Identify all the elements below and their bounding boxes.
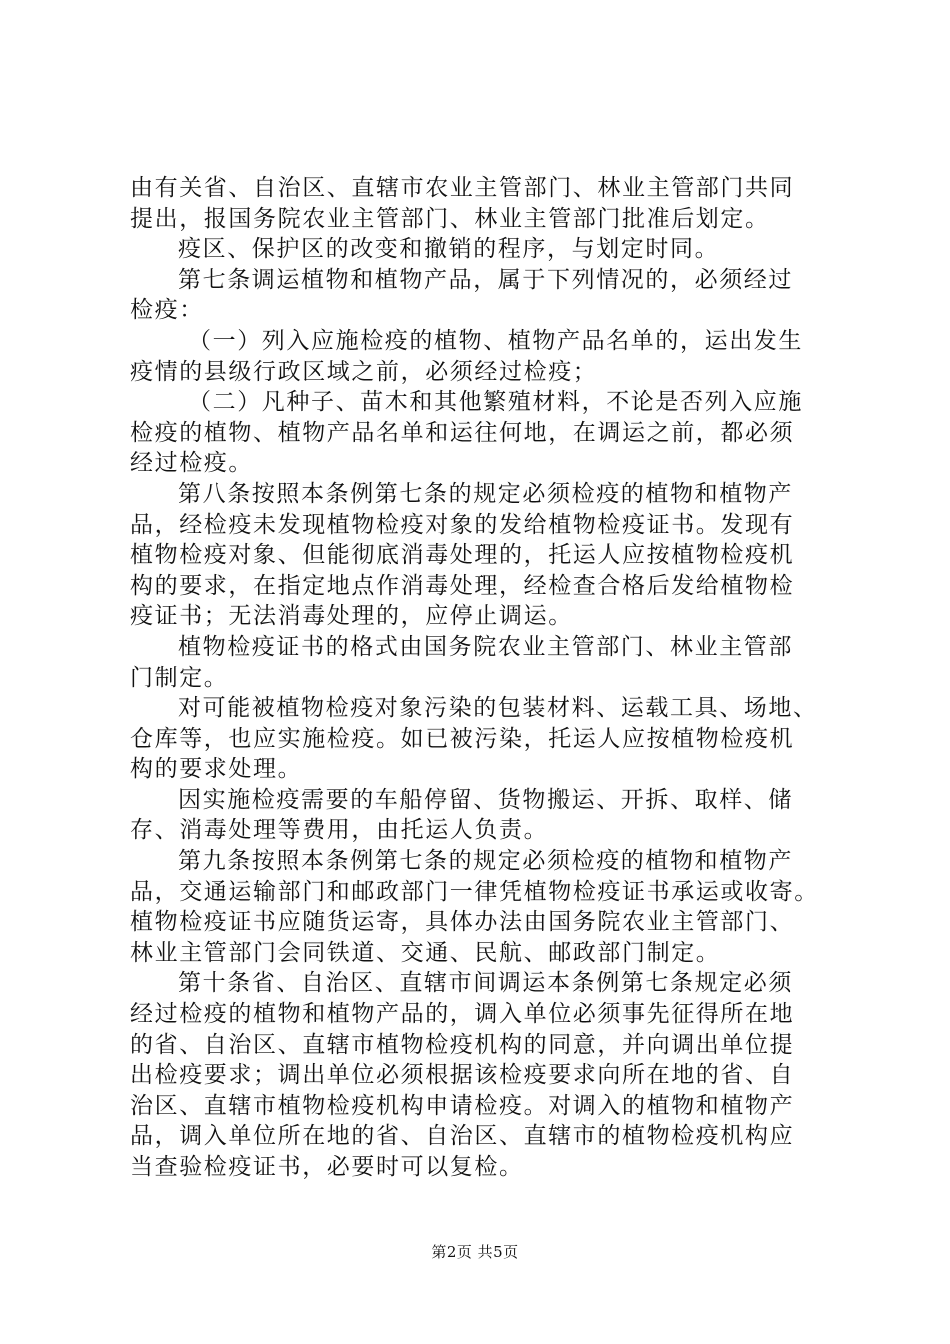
text-line: 植物检疫证书应随货运寄，具体办法由国务院农业主管部门、 xyxy=(130,909,795,936)
text-line: 出检疫要求；调出单位必须根据该检疫要求向所在地的省、自 xyxy=(130,1062,795,1089)
paragraph xyxy=(130,265,830,326)
paragraph xyxy=(130,632,830,693)
paragraph xyxy=(130,387,830,479)
paragraph xyxy=(130,479,830,632)
text-line: 品，经检疫未发现植物检疫对象的发给植物检疫证书。发现有 xyxy=(130,511,795,538)
paragraph xyxy=(130,234,830,265)
document-body xyxy=(130,173,830,1183)
text-line: 因实施检疫需要的车船停留、货物搬运、开拆、取样、储 xyxy=(178,786,793,813)
text-line: 提出，报国务院农业主管部门、林业主管部门批准后划定。 xyxy=(130,205,770,232)
text-line: 第九条按照本条例第七条的规定必须检疫的植物和植物产 xyxy=(178,848,793,875)
text-line: 构的要求处理。 xyxy=(130,756,303,783)
text-line: 第七条调运植物和植物产品，属于下列情况的，必须经过 xyxy=(178,266,793,293)
text-line: 门制定。 xyxy=(130,664,229,691)
text-line: 第八条按照本条例第七条的规定必须检疫的植物和植物产 xyxy=(178,480,793,507)
text-line: 的省、自治区、直辖市植物检疫机构的同意，并向调出单位提 xyxy=(130,1031,795,1058)
text-line: 经过检疫。 xyxy=(130,450,253,477)
text-line: 植物检疫对象、但能彻底消毒处理的，托运人应按植物检疫机 xyxy=(130,542,795,569)
text-line: 由有关省、自治区、直辖市农业主管部门、林业主管部门共同 xyxy=(130,175,795,201)
text-line: 构的要求，在指定地点作消毒处理，经检查合格后发给植物检 xyxy=(130,572,795,599)
paragraph xyxy=(130,846,830,968)
text-line: 治区、直辖市植物检疫机构申请检疫。对调入的植物和植物产 xyxy=(130,1092,795,1119)
text-line: 检疫的植物、植物产品名单和运往何地，在调运之前，都必须 xyxy=(130,419,795,446)
page-footer xyxy=(0,1241,950,1262)
text-line: 检疫： xyxy=(130,297,204,324)
text-line: 当查验检疫证书，必要时可以复检。 xyxy=(130,1154,524,1180)
text-line: 经过检疫的植物和植物产品的，调入单位必须事先征得所在地 xyxy=(130,1001,795,1028)
text-line: 仓库等，也应实施检疫。如已被污染，托运人应按植物检疫机 xyxy=(130,725,795,752)
text-line: 疫情的县级行政区域之前，必须经过检疫； xyxy=(130,358,598,385)
text-line: 存、消毒处理等费用，由托运人负责。 xyxy=(130,817,549,844)
text-line: 品，交通运输部门和邮政部门一律凭植物检疫证书承运或收寄。 xyxy=(130,878,819,905)
paragraph xyxy=(130,326,830,387)
page-number: 第2页 共5页 xyxy=(431,1243,519,1261)
text-line: 林业主管部门会同铁道、交通、民航、邮政部门制定。 xyxy=(130,939,721,966)
text-line: 植物检疫证书的格式由国务院农业主管部门、林业主管部 xyxy=(178,633,793,660)
text-line: （二）凡种子、苗木和其他繁殖材料，不论是否列入应施 xyxy=(188,389,803,416)
paragraph xyxy=(130,173,830,234)
text-line: 疫区、保护区的改变和撤销的程序，与划定时同。 xyxy=(178,236,720,263)
text-line: 第十条省、自治区、直辖市间调运本条例第七条规定必须 xyxy=(178,970,793,997)
paragraph xyxy=(130,968,830,1182)
text-line: （一）列入应施检疫的植物、植物产品名单的，运出发生 xyxy=(188,327,803,354)
text-line: 疫证书；无法消毒处理的，应停止调运。 xyxy=(130,603,573,630)
paragraph xyxy=(130,785,830,846)
text-line: 对可能被植物检疫对象污染的包装材料、运载工具、场地、 xyxy=(178,695,818,722)
text-line: 品，调入单位所在地的省、自治区、直辖市的植物检疫机构应 xyxy=(130,1123,795,1150)
paragraph xyxy=(130,693,830,785)
